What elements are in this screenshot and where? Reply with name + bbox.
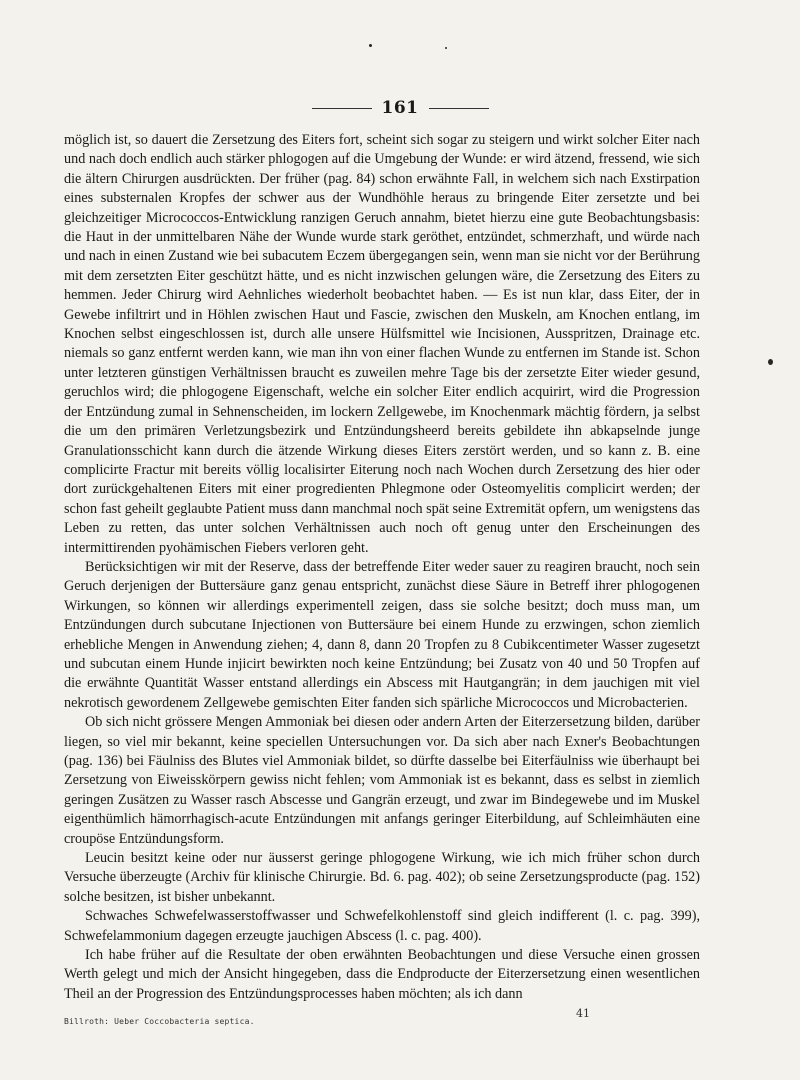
ink-speck	[445, 47, 447, 49]
paragraph-6: Ich habe früher auf die Resultate der oben erwähnten Beobachtungen und diese Versuche einen grossen Werth gelegt und mich der Ansicht hingegeben, dass die Endproducte der Eiterzersetzung einen wesentlichen Theil an der Progression des Entzündungsprocesses haben möchten; als ich dann	[64, 947, 700, 1002]
paragraph-5: Schwaches Schwefelwasserstoffwasser und Schwefelkohlenstoff sind gleich indifferent (l. c. pag. 399), Schwefelammonium dagegen erzeugte jauchigen Abscess (l. c. pag. 400).	[64, 908, 700, 944]
page-footer	[64, 1007, 700, 1037]
paragraph-1: möglich ist, so dauert die Zersetzung des Eiters fort, scheint sich sogar zu steigern und wirkt solcher Eiter nach und nach doch endlich auch stärker phlogogen auf die Umgebung der Wunde: er wird ätzend, fressend, wie sich die ältern Chirurgen ausdrückten. Der früher (pag. 84) schon erwähnte Fall, in welchem sich nach Exstirpation eines substernalen Kropfes der schwer aus der Wundhöhle heraus zu bringende Eiter zersetzte und bei gleichzeitiger Micrococcos-Entwicklung ranzigen Geruch annahm, bietet hierzu eine gute Beobachtungsbasis: die Haut in der unmittelbaren Nähe der Wunde wurde stark geröthet, entzündet, schmerzhaft, und würde nach und nach in einen Zustand wie bei subacutem Eczem übergegangen sein, wenn man sie nicht vor der Berührung mit dem zersetzten Eiter geschützt hätte, und es nicht inzwischen gelungen wäre, die Zersetzung des Eiters zu hemmen. Jeder Chirurg wird Aehnliches wiederholt beobachtet haben. — Es ist nun klar, dass Eiter, der in Gewebe infiltrirt und in Höhlen zwischen Haut und Fascie, zwischen den Muskeln, am Knochen entlang, im Knochen selbst eingeschlossen ist, durch alle unsere Hülfsmittel wie Incisionen, Ausspritzen, Drainage etc. niemals so ganz entfernt werden kann, wie man ihn von einer flachen Wunde zu entfernen im Stande ist. Schon unter letzteren günstigen Verhältnissen braucht es zuweilen mehre Tage bis der zersetzte Eiter wieder gesund, geruchlos wird; die phlogogene Eigenschaft, welche ein solcher Eiter endlich acquirirt, wird die Progression der Entzündung zumal in Sehnenscheiden, im lockern Zellgewebe, im Knochenmark mächtig fördern, ja selbst die um den primären Verletzungsbezirk und Entzündungsheerd bereits gebildete ihn abkapselnde junge Granulationsschicht kann durch die ätzende Wirkung dieses Eiters zerstört werden, und so kann z. B. eine complicirte Fractur mit bereits völlig localisirter Eiterung noch nach Wochen durch Zersetzung des hier oder dort zurückgehaltenen Eiters mit einer progredienten Phlegmone oder Osteomyelitis complicirt werden; der schon fast geheilt geglaubte Patient muss dann manchmal noch spät seine Extremität opfern, um wenigstens das Leben zu retten, das unter solchen Verhältnissen auch noch oft genug unter den Erscheinungen des intermittirenden pyohämischen Fiebers verloren geht.	[64, 132, 700, 556]
body-text	[64, 131, 700, 1004]
paragraph-4: Leucin besitzt keine oder nur äusserst geringe phlogogene Wirkung, wie ich mich früher schon durch Versuche überzeugte (Archiv für klinische Chirurgie. Bd. 6. pag. 402); ob seine Zersetzungsproducte (pag. 152) solche besitzen, ist bisher unbekannt.	[64, 850, 700, 905]
signature-line: Billroth: Ueber Coccobacteria septica.	[64, 1017, 255, 1026]
header-rule-right	[429, 108, 489, 109]
paragraph-3: Ob sich nicht grössere Mengen Ammoniak bei diesen oder andern Arten der Eiterzersetzung bilden, darüber liegen, so viel mir bekannt, keine speciellen Untersuchungen vor. Da sich aber nach Exner's Beobachtungen (pag. 136) bei Fäulniss des Blutes viel Ammoniak bildet, so dürfte dasselbe bei Eiterfäulniss wie überhaupt bei Zersetzung von Eiweisskörpern gewiss nicht fehlen; vom Ammoniak ist es bekannt, dass es selbst in ziemlich geringen Zusätzen zu Wasser rasch Abscesse und Gangrän erzeugt, und zwar im Bindegewebe und im Muskel eigenthümlich hämorrhagisch-acute Entzündungen mit anfangs geringer Eiterbildung, auf Schleimhäuten eine croupöse Entzündungsform.	[64, 714, 700, 847]
page-header	[0, 98, 800, 118]
signature-number: 41	[576, 1007, 590, 1020]
ink-speck	[768, 359, 773, 365]
ink-speck	[369, 44, 372, 47]
page-number: 161	[381, 98, 419, 118]
header-rule-left	[312, 108, 372, 109]
paragraph-2: Berücksichtigen wir mit der Reserve, dass der betreffende Eiter weder sauer zu reagiren braucht, noch sein Geruch derjenigen der Buttersäure ganz genau entspricht, zunächst diese Säure in Betreff ihrer phlogogenen Wirkungen, so können wir allerdings experimentell zeigen, dass sie solche besitzt; doch muss man, um Entzündungen durch subcutane Injectionen von Buttersäure bei einem Hunde zu erzwingen, schon ziemlich erhebliche Mengen in Anwendung ziehen; 4, dann 8, dann 20 Tropfen zu 8 Cubikcentimeter Wasser zugesetzt und subcutan einem Hunde injicirt bewirkten noch keine Entzündung; bei Zusatz von 40 und 50 Tropfen auf die erwähnte Quantität Wasser entstand allerdings ein Abscess mit Hautgangrän; in dem jauchigen mit viel nekrotisch gewordenem Zellgewebe gemischten Eiter fanden sich spärliche Micrococcos und Microbacterien.	[64, 558, 700, 711]
